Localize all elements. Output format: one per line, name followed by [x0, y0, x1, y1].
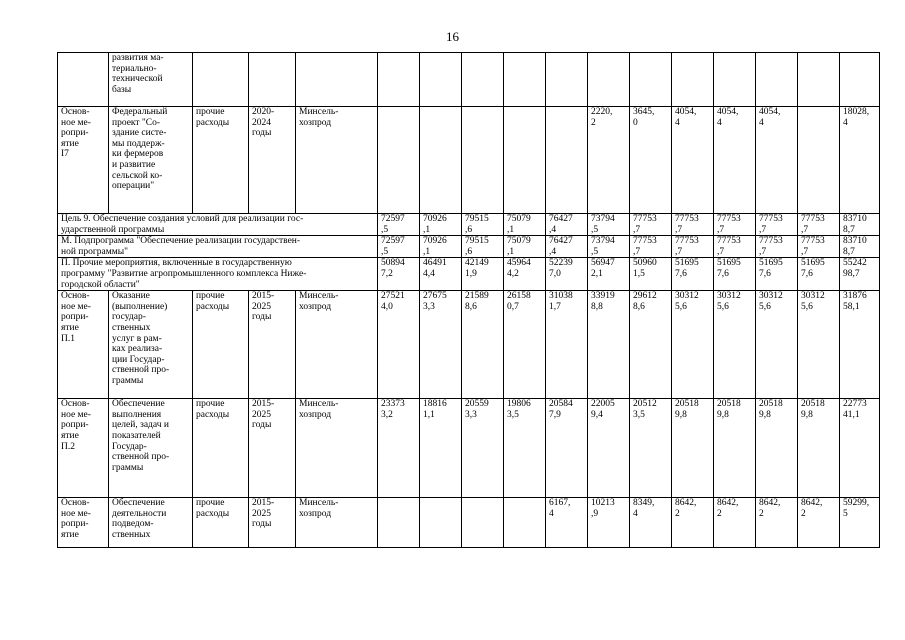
- table-row: [58, 53, 880, 107]
- table-cell: 59299, 5: [840, 498, 880, 548]
- table-cell: 75079 ,1: [504, 236, 546, 258]
- section-label: Цель 9. Обеспечение создания условий для реализации гос- ударственной программы: [58, 214, 378, 236]
- table-cell: 21589 8,6: [462, 291, 504, 399]
- table-cell: 8642, 2: [798, 498, 840, 548]
- budget-table-body: [58, 53, 880, 548]
- table-cell: 79515 ,6: [462, 236, 504, 258]
- table-cell: Основ- ное ме- ропри- ятие I7: [58, 107, 109, 214]
- table-cell: 77753 ,7: [714, 236, 756, 258]
- table-cell: [798, 107, 840, 214]
- table-cell: 26158 0,7: [504, 291, 546, 399]
- table-cell: Обеспечение деятельности подведом- ственных: [109, 498, 193, 548]
- table-cell: [420, 53, 462, 107]
- table-cell: 19806 3,5: [504, 399, 546, 498]
- table-cell: 50894 7,2: [378, 258, 420, 291]
- table-cell: 6167, 4: [546, 498, 588, 548]
- table-cell: 83710 8,7: [840, 214, 880, 236]
- table-cell: [378, 53, 420, 107]
- table-cell: 83710 8,7: [840, 236, 880, 258]
- table-cell: 22005 9,4: [588, 399, 630, 498]
- table-cell: [588, 53, 630, 107]
- table-cell: [630, 53, 672, 107]
- table-cell: [546, 53, 588, 107]
- table-cell: [504, 107, 546, 214]
- table-cell: Основ- ное ме- ропри- ятие П.1: [58, 291, 109, 399]
- table-cell: 77753 ,7: [756, 214, 798, 236]
- page-number: 16: [446, 29, 459, 44]
- table-cell: 77753 ,7: [672, 214, 714, 236]
- table-cell: [840, 53, 880, 107]
- table-cell: [462, 53, 504, 107]
- table-cell: 20559 3,3: [462, 399, 504, 498]
- table-cell: 55242 98,7: [840, 258, 880, 291]
- section-label: М. Подпрограмма "Обеспечение реализации государствен- ной программы": [58, 236, 378, 258]
- table-cell: 22773 41,1: [840, 399, 880, 498]
- table-cell: 20518 9,8: [672, 399, 714, 498]
- table-cell: прочие расходы: [193, 107, 249, 214]
- table-cell: [504, 53, 546, 107]
- table-cell: [504, 498, 546, 548]
- table-cell: 18816 1,1: [420, 399, 462, 498]
- table-row: [58, 107, 880, 214]
- table-cell: 4054, 4: [714, 107, 756, 214]
- table-cell: 73794 ,5: [588, 236, 630, 258]
- table-cell: 29612 8,6: [630, 291, 672, 399]
- table-cell: 31038 1,7: [546, 291, 588, 399]
- table-cell: 50960 1,5: [630, 258, 672, 291]
- table-cell: Основ- ное ме- ропри- ятие П.2: [58, 399, 109, 498]
- table-cell: 3645, 0: [630, 107, 672, 214]
- table-cell: [193, 53, 249, 107]
- table-cell: 51695 7,6: [714, 258, 756, 291]
- table-cell: 2020- 2024 годы: [249, 107, 296, 214]
- table-cell: 30312 5,6: [756, 291, 798, 399]
- table-cell: 33919 8,8: [588, 291, 630, 399]
- table-cell: 10213 ,9: [588, 498, 630, 548]
- table-cell: 20518 9,8: [714, 399, 756, 498]
- table-cell: 76427 ,4: [546, 214, 588, 236]
- table-cell: [296, 53, 378, 107]
- table-cell: Основ- ное ме- ропри- ятие: [58, 498, 109, 548]
- table-cell: [672, 53, 714, 107]
- table-cell: 2015- 2025 годы: [249, 291, 296, 399]
- table-cell: Оказание (выполнение) государ- ственных услуг в рам- ках реализа- ции Государ- ственной про- граммы: [109, 291, 193, 399]
- table-cell: прочие расходы: [193, 399, 249, 498]
- table-cell: 51695 7,6: [756, 258, 798, 291]
- table-cell: [58, 53, 109, 107]
- table-cell: 4054, 4: [672, 107, 714, 214]
- table-cell: 2220, 2: [588, 107, 630, 214]
- table-cell: 30312 5,6: [672, 291, 714, 399]
- table-cell: 52239 7,0: [546, 258, 588, 291]
- table-cell: 73794 ,5: [588, 214, 630, 236]
- table-cell: 4054, 4: [756, 107, 798, 214]
- table-cell: 31876 58,1: [840, 291, 880, 399]
- table-cell: развития ма- териально- технической базы: [109, 53, 193, 107]
- table-row: [58, 258, 880, 291]
- table-cell: 20512 3,5: [630, 399, 672, 498]
- table-cell: Минсель- хозпрод: [296, 291, 378, 399]
- budget-table: [57, 52, 880, 548]
- table-cell: 77753 ,7: [672, 236, 714, 258]
- table-row: [58, 498, 880, 548]
- table-cell: прочие расходы: [193, 291, 249, 399]
- table-cell: 30312 5,6: [714, 291, 756, 399]
- table-cell: 51695 7,6: [798, 258, 840, 291]
- table-row: [58, 214, 880, 236]
- table-cell: 20518 9,8: [756, 399, 798, 498]
- table-cell: 20518 9,8: [798, 399, 840, 498]
- table-cell: 23373 3,2: [378, 399, 420, 498]
- table-cell: 51695 7,6: [672, 258, 714, 291]
- table-cell: [378, 107, 420, 214]
- table-cell: 18028, 4: [840, 107, 880, 214]
- table-cell: [462, 498, 504, 548]
- table-cell: 77753 ,7: [630, 236, 672, 258]
- table-cell: 2015- 2025 годы: [249, 399, 296, 498]
- table-cell: [546, 107, 588, 214]
- table-row: [58, 291, 880, 399]
- table-cell: 56947 2,1: [588, 258, 630, 291]
- table-cell: 77753 ,7: [756, 236, 798, 258]
- table-cell: 30312 5,6: [798, 291, 840, 399]
- table-cell: [378, 498, 420, 548]
- table-cell: [420, 498, 462, 548]
- table-cell: 8642, 2: [756, 498, 798, 548]
- table-cell: 42149 1,9: [462, 258, 504, 291]
- table-cell: 27521 4,0: [378, 291, 420, 399]
- table-cell: 8642, 2: [672, 498, 714, 548]
- table-cell: Минсель- хозпрод: [296, 399, 378, 498]
- table-cell: 77753 ,7: [798, 236, 840, 258]
- table-cell: 45964 4,2: [504, 258, 546, 291]
- table-cell: Обеспечение выполнения целей, задач и показателей Государ- ственной про- граммы: [109, 399, 193, 498]
- table-cell: 27675 3,3: [420, 291, 462, 399]
- table-row: [58, 236, 880, 258]
- table-cell: 76427 ,4: [546, 236, 588, 258]
- table-cell: 72597 ,5: [378, 214, 420, 236]
- table-cell: 2015- 2025 годы: [249, 498, 296, 548]
- table-cell: 77753 ,7: [630, 214, 672, 236]
- table-cell: 20584 7,9: [546, 399, 588, 498]
- table-cell: 77753 ,7: [798, 214, 840, 236]
- table-cell: [798, 53, 840, 107]
- table-cell: Минсель- хозпрод: [296, 498, 378, 548]
- table-cell: [249, 53, 296, 107]
- table-cell: 70926 ,1: [420, 236, 462, 258]
- table-cell: [462, 107, 504, 214]
- table-cell: [714, 53, 756, 107]
- table-cell: 70926 ,1: [420, 214, 462, 236]
- table-cell: 77753 ,7: [714, 214, 756, 236]
- table-cell: прочие расходы: [193, 498, 249, 548]
- table-cell: 79515 ,6: [462, 214, 504, 236]
- table-cell: Минсель- хозпрод: [296, 107, 378, 214]
- table-cell: 72597 ,5: [378, 236, 420, 258]
- table-cell: [756, 53, 798, 107]
- table-cell: Федеральный проект "Со- здание систе- мы поддерж- ки фермеров и развитие сельской ко- операции": [109, 107, 193, 214]
- table-cell: 8349, 4: [630, 498, 672, 548]
- section-label: П. Прочие мероприятия, включенные в государственную программу "Развитие агропромышленного комплекса Ниже- городской области": [58, 258, 378, 291]
- table-cell: 75079 ,1: [504, 214, 546, 236]
- table-cell: 46491 4,4: [420, 258, 462, 291]
- table-cell: 8642, 2: [714, 498, 756, 548]
- table-cell: [420, 107, 462, 214]
- table-row: [58, 399, 880, 498]
